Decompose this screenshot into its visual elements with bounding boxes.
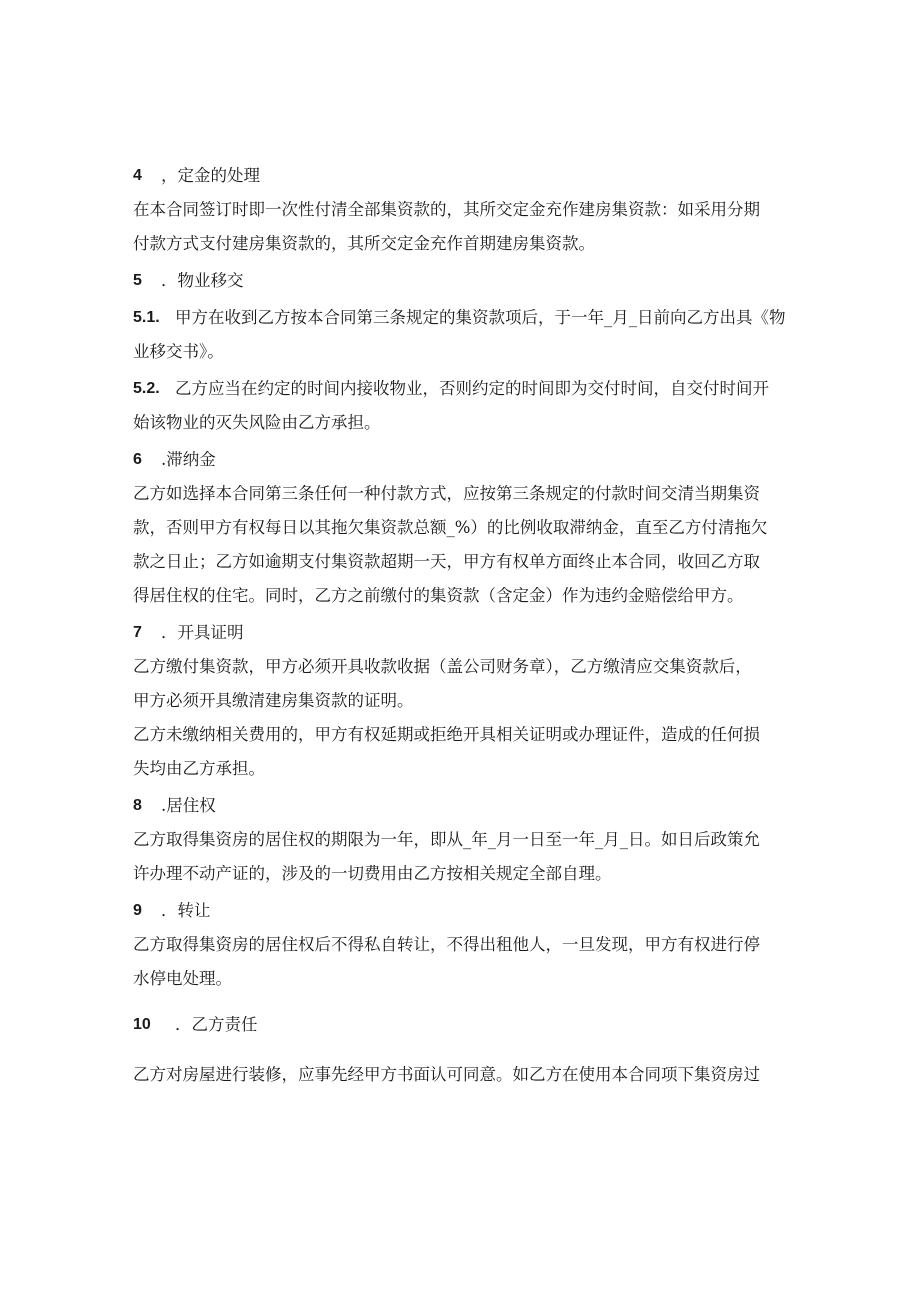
paragraph-line: 得居住权的住宅。同时，乙方之前缴付的集资款（含定金）作为违约金赔偿给甲方。: [133, 586, 744, 605]
section-title: ．转让: [161, 901, 211, 920]
section-title: .居住权: [161, 796, 216, 815]
subsection-number: 5.2.: [133, 380, 160, 397]
paragraph-line: 乙方取得集资房的居住权后不得私自转让，不得出租他人，一旦发现，甲方有权进行停: [133, 935, 760, 954]
contract-body: [133, 164, 793, 1087]
paragraph-line: 乙方缴付集资款，甲方必须开具收款收据（盖公司财务章），乙方缴清应交集资款后，: [133, 657, 752, 676]
paragraph-line: 在本合同签订时即一次性付清全部集资款的，其所交定金充作建房集资款：如采用分期: [133, 200, 760, 219]
section-heading: [133, 164, 793, 188]
paragraph-line: 许办理不动产证的，涉及的一切费用由乙方按相关规定全部自理。: [133, 864, 612, 883]
section-heading: [133, 1013, 793, 1037]
section-number: 5: [133, 272, 142, 289]
section-number: 6: [133, 451, 142, 468]
paragraph-text: 甲方在收到乙方按本合同第三条规定的集资款项后，于一年_月_日前向乙方出具《物: [175, 308, 786, 327]
subsection-line: [133, 377, 793, 401]
paragraph-line: 款之日止；乙方如逾期支付集资款超期一天，甲方有权单方面终止本合同，收回乙方取: [133, 552, 760, 571]
section-number: 8: [133, 797, 142, 814]
paragraph-line: 付款方式支付建房集资款的，其所交定金充作首期建房集资款。: [133, 234, 595, 253]
paragraph-line: 失均由乙方承担。: [133, 759, 265, 778]
section-title: .滞纳金: [161, 450, 216, 469]
paragraph-line: 业移交书》。: [133, 342, 224, 361]
section-number: 7: [133, 624, 142, 641]
paragraph-text: 乙方应当在约定的时间内接收物业，否则约定的时间即为交付时间，自交付时间开: [175, 379, 769, 398]
paragraph-line: 甲方必须开具缴清建房集资款的证明。: [133, 691, 414, 710]
section-title: ，定金的处理: [161, 166, 260, 185]
paragraph-line: 款，否则甲方有权每日以其拖欠集资款总额_%）的比例收取滞纳金，直至乙方付清拖欠: [133, 518, 768, 537]
section-number: 9: [133, 902, 142, 919]
paragraph-line: 始该物业的灭失风险由乙方承担。: [133, 413, 381, 432]
paragraph-line: 乙方取得集资房的居住权的期限为一年，即从_年_月一日至一年_月_日。如日后政策允: [133, 830, 760, 849]
section-heading: [133, 899, 793, 923]
section-number: 10: [133, 1016, 151, 1033]
paragraph-line: 乙方如选择本合同第三条任何一种付款方式，应按第三条规定的付款时间交清当期集资: [133, 484, 760, 503]
paragraph-line: 乙方对房屋进行装修，应事先经甲方书面认可同意。如乙方在使用本合同项下集资房过: [133, 1065, 760, 1084]
subsection-line: [133, 306, 793, 330]
subsection-number: 5.1.: [133, 309, 160, 326]
section-heading: [133, 269, 793, 293]
section-title: ．乙方责任: [175, 1015, 258, 1034]
paragraph-line: 水停电处理。: [133, 969, 232, 988]
paragraph-line: 乙方未缴纳相关费用的，甲方有权延期或拒绝开具相关证明或办理证件，造成的任何损: [133, 725, 760, 744]
section-heading: [133, 448, 793, 472]
section-heading: [133, 621, 793, 645]
section-title: ．开具证明: [161, 623, 244, 642]
section-title: ．物业移交: [161, 271, 244, 290]
section-number: 4: [133, 167, 142, 184]
section-heading: [133, 794, 793, 818]
